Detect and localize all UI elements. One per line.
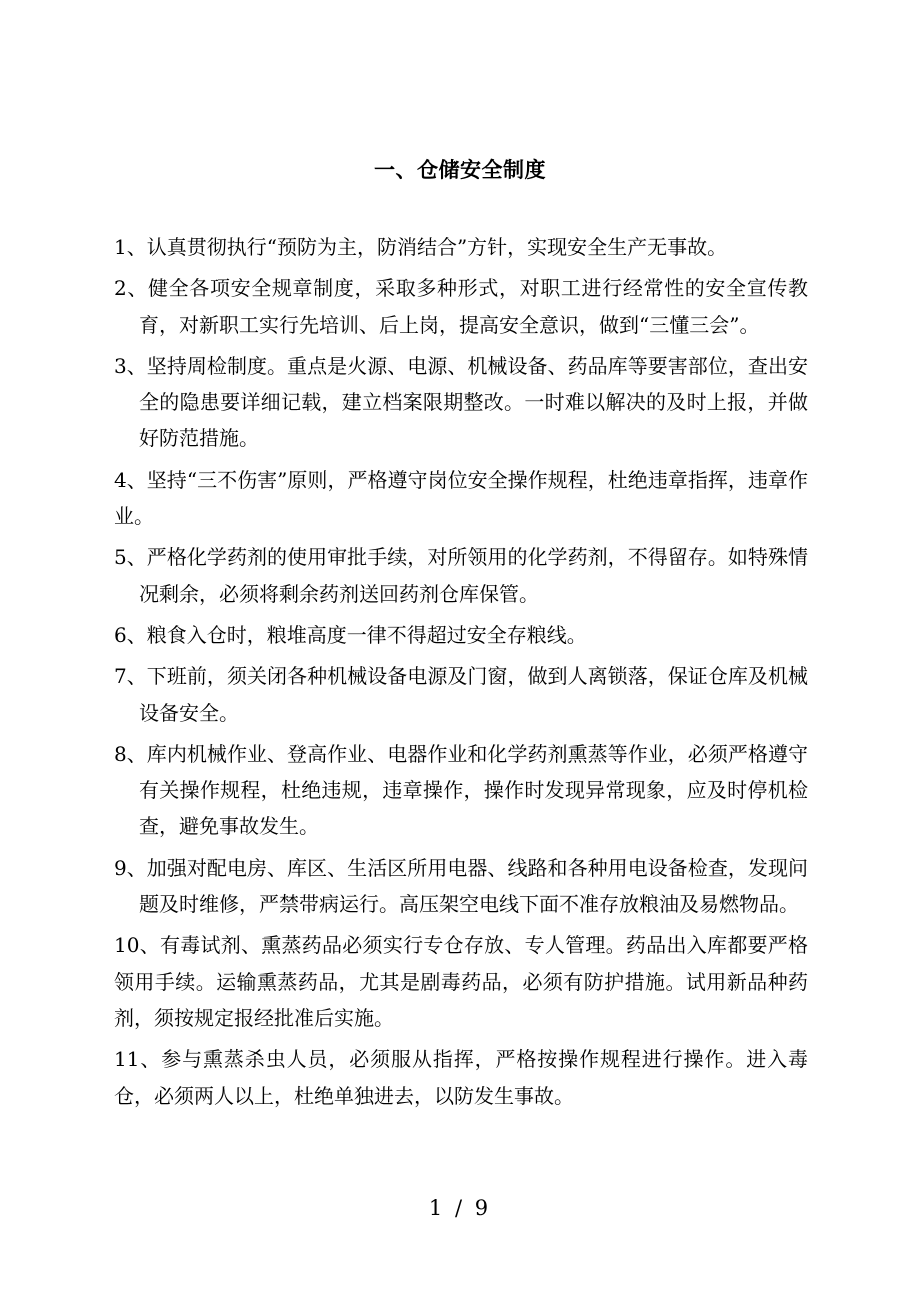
rule-item-8: 8、库内机械作业、登高作业、电器作业和化学药剂熏蒸等作业，必须严格遵守有关操作规程，杜绝违规，违章操作，操作时发现异常现象，应及时停机检查，避免事故发生。 — [114, 741, 808, 839]
rule-item-2: 2、健全各项安全规章制度，采取多种形式，对职工进行经常性的安全宣传教育，对新职工实行先培训、后上岗，提高安全意识，做到“三懂三会”。 — [114, 276, 808, 337]
rule-item-1: 1、认真贯彻执行“预防为主，防消结合”方针，实现安全生产无事故。 — [114, 235, 728, 259]
rule-item-6: 6、粮食入仓时，粮堆高度一律不得超过安全存粮线。 — [114, 622, 587, 647]
rule-item-11: 11、参与熏蒸杀虫人员，必须服从指挥，严格按操作规程进行操作。进入毒仓，必须两人以上，杜绝单独进去，以防发生事故。 — [114, 1047, 808, 1108]
rule-item-9: 9、加强对配电房、库区、生活区所用电器、线路和各种用电设备检查，发现问题及时维修，严禁带病运行。高压架空电线下面不准存放粮油及易燃物品。 — [114, 855, 808, 917]
rule-item-4: 4、坚持“三不伤害”原则，严格遵守岗位安全操作规程，杜绝违章指挥，违章作业。 — [114, 467, 808, 529]
page-number: 1 / 9 — [428, 1196, 492, 1220]
rule-item-10: 10、有毒试剂、熏蒸药品必须实行专仓存放、专人管理。药品出入库都要严格领用手续。运输熏蒸药品，尤其是剧毒药品，必须有防护措施。试用新品种药剂，须按规定报经批准后实施。 — [114, 933, 808, 1030]
rule-item-5: 5、严格化学药剂的使用审批手续，对所领用的化学药剂，不得留存。如特殊情况剩余，必须将剩余药剂送回药剂仓库保管。 — [114, 545, 808, 606]
document-title: 一、仓储安全制度 — [374, 157, 546, 182]
rule-item-7: 7、下班前，须关闭各种机械设备电源及门窗，做到人离锁落，保证仓库及机械设备安全。 — [114, 664, 808, 725]
rules-list — [114, 229, 808, 1119]
rule-item-3: 3、坚持周检制度。重点是火源、电源、机械设备、药品库等要害部位，查出安全的隐患要详细记载，建立档案限期整改。一时难以解决的及时上报，并做好防范措施。 — [114, 353, 808, 451]
